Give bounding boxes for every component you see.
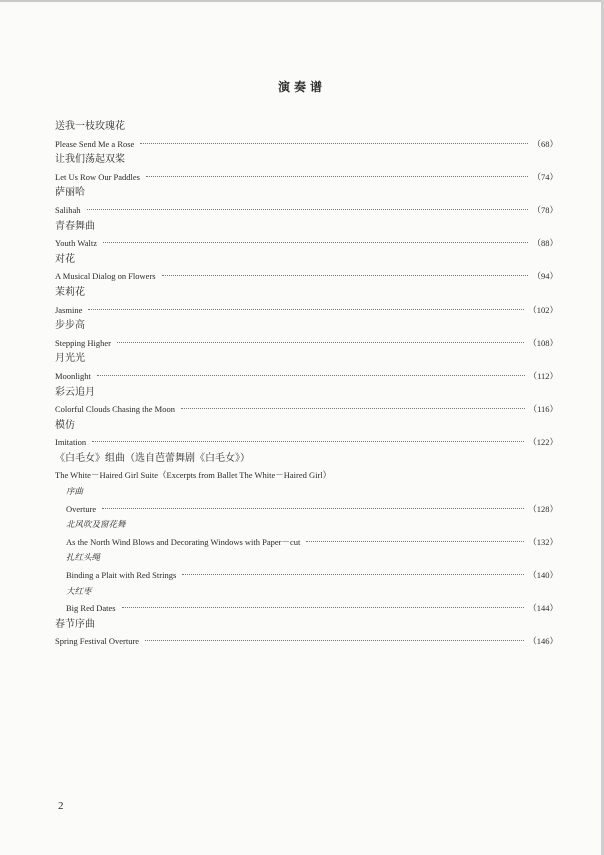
entry-en-title: Youth Waltz — [55, 238, 97, 249]
dot-leader — [181, 408, 525, 409]
entry-cn-title: 大红枣 — [66, 586, 92, 597]
suite-cn-title: 《白毛女》组曲（选自芭蕾舞剧《白毛女》） — [55, 452, 250, 464]
toc-entry[interactable] — [55, 318, 558, 351]
toc-entry[interactable] — [55, 385, 558, 418]
toc-entry[interactable] — [55, 351, 558, 384]
toc-entry[interactable] — [55, 617, 558, 650]
entry-page: （140） — [528, 570, 558, 581]
entry-page: （88） — [532, 238, 558, 249]
toc-entry[interactable] — [55, 418, 558, 451]
entry-en-title: Moonlight — [55, 370, 91, 381]
dot-leader — [162, 275, 529, 276]
entry-en-title: Salihah — [55, 204, 81, 215]
suite-entry[interactable] — [55, 584, 558, 617]
dot-leader — [97, 375, 525, 376]
toc-entry[interactable] — [55, 285, 558, 318]
dot-leader — [103, 242, 529, 243]
entry-page: （94） — [532, 271, 558, 282]
entry-page: （146） — [528, 636, 558, 647]
dot-leader — [146, 176, 528, 177]
entry-page: （144） — [528, 603, 558, 614]
entry-en-title: Let Us Row Our Paddles — [55, 171, 140, 182]
suite-en-title: The White－Haired Girl Suite（Excerpts from Ballet The White－Haired Girl） — [55, 470, 332, 481]
suite-entry[interactable] — [55, 550, 558, 583]
dot-leader — [306, 541, 524, 542]
entry-cn-title: 扎红头绳 — [66, 553, 101, 564]
entry-cn-title: 茉莉花 — [55, 286, 85, 298]
entry-page: （78） — [532, 204, 558, 215]
entry-cn-title: 步步高 — [55, 320, 85, 332]
entry-page: （112） — [528, 370, 558, 381]
entry-cn-title: 彩云追月 — [55, 386, 95, 398]
entry-page: （68） — [532, 138, 558, 149]
entry-page: （122） — [528, 437, 558, 448]
toc-entry[interactable] — [55, 252, 558, 285]
suite-heading — [55, 451, 558, 484]
entry-en-title: Colorful Clouds Chasing the Moon — [55, 404, 175, 415]
entry-en-title: As the North Wind Blows and Decorating Windows with Paper－cut — [66, 536, 301, 547]
table-of-contents — [55, 119, 558, 650]
dot-leader — [140, 143, 528, 144]
dot-leader — [122, 607, 525, 608]
entry-cn-title: 模仿 — [55, 419, 75, 431]
dot-leader — [87, 209, 529, 210]
entry-cn-title: 春节序曲 — [55, 618, 95, 630]
entry-page: （132） — [528, 536, 558, 547]
dot-leader — [117, 342, 524, 343]
dot-leader — [88, 309, 524, 310]
entry-en-title: Binding a Plait with Red Strings — [66, 570, 177, 581]
entry-en-title: Big Red Dates — [66, 603, 116, 614]
entry-en-title: Please Send Me a Rose — [55, 138, 135, 149]
dot-leader — [145, 640, 524, 641]
entry-en-title: A Musical Dialog on Flowers — [55, 271, 156, 282]
toc-entry[interactable] — [55, 219, 558, 252]
suite-entry[interactable] — [55, 517, 558, 550]
entry-cn-title: 青春舞曲 — [55, 220, 95, 232]
entry-cn-title: 让我们荡起双桨 — [55, 154, 125, 166]
entry-page: （102） — [528, 304, 558, 315]
entry-page: （128） — [528, 503, 558, 514]
entry-cn-title: 送我一枝玫瑰花 — [55, 121, 125, 132]
page-number: 2 — [58, 800, 64, 812]
entry-en-title: Jasmine — [55, 304, 83, 315]
entry-cn-title: 月光光 — [55, 353, 85, 365]
dot-leader — [92, 441, 524, 442]
toc-entry[interactable] — [55, 152, 558, 185]
suite-entry[interactable] — [55, 484, 558, 517]
dot-leader — [102, 508, 524, 509]
entry-cn-title: 序曲 — [66, 487, 84, 498]
page-top-edge — [0, 0, 604, 2]
entry-en-title: Stepping Higher — [55, 337, 111, 348]
entry-cn-title: 北风吹及窗花舞 — [66, 520, 126, 531]
entry-en-title: Spring Festival Overture — [55, 636, 140, 647]
entry-en-title: Overture — [66, 503, 97, 514]
entry-cn-title: 萨丽哈 — [55, 187, 85, 199]
toc-entry[interactable] — [55, 185, 558, 218]
entry-page: （108） — [528, 337, 558, 348]
entry-page: （74） — [532, 171, 558, 182]
dot-leader — [182, 574, 524, 575]
entry-cn-title: 对花 — [55, 253, 75, 265]
entry-en-title: Imitation — [55, 437, 87, 448]
page-title: 演奏谱 — [277, 80, 326, 94]
toc-entry[interactable] — [55, 119, 558, 152]
entry-page: （116） — [528, 404, 558, 415]
